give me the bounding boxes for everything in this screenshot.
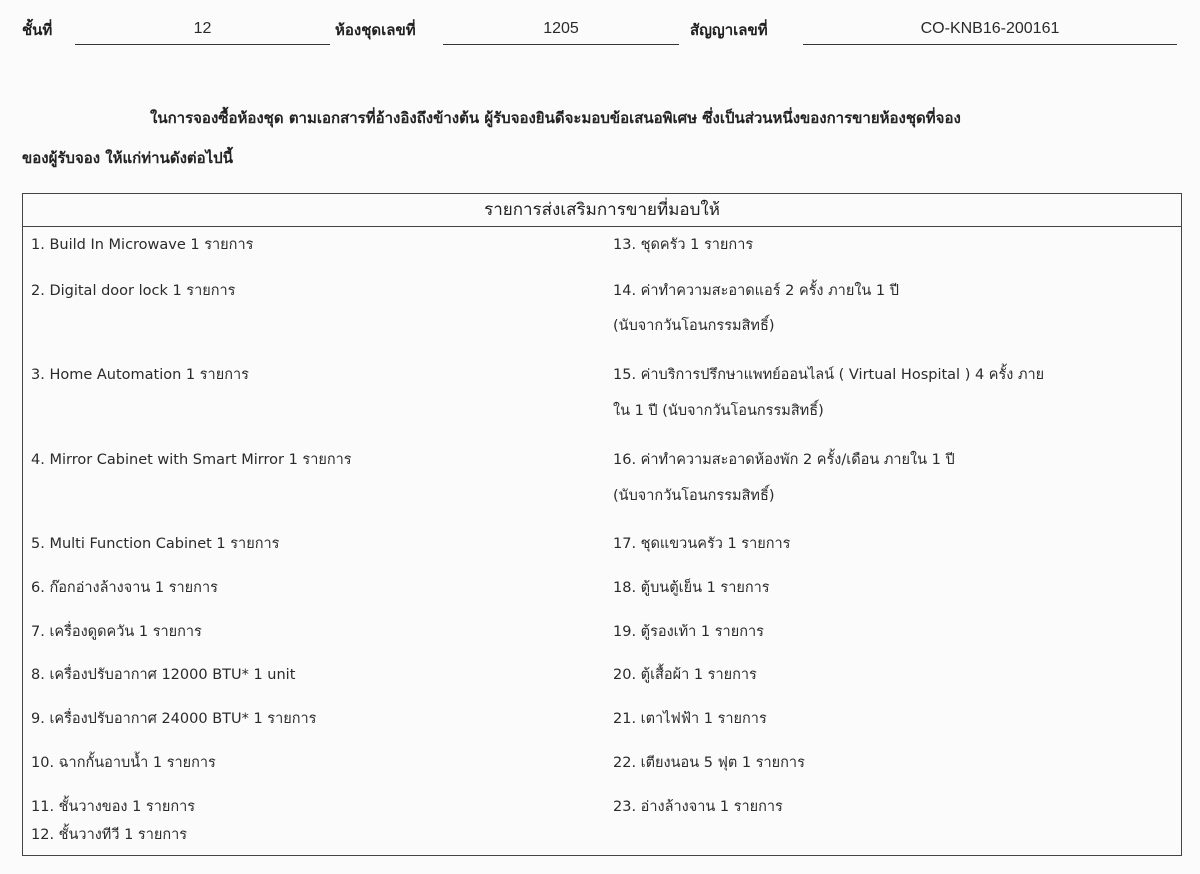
promo-item-22: 22. เตียงนอน 5 ฟุต 1 รายการ (613, 755, 805, 771)
promo-item-15-note: ใน 1 ปี (นับจากวันโอนกรรมสิทธิ์) (613, 403, 824, 419)
intro-line-2: ของผู้รับจอง ให้แก่ท่านดังต่อไปนี้ (22, 149, 233, 167)
unit-value: 1205 (443, 18, 679, 45)
promo-item-15: 15. ค่าบริการปรึกษาแพทย์ออนไลน์ ( Virtual Hospital ) 4 ครั้ง ภาย (613, 367, 1045, 383)
promo-item-14-note: (นับจากวันโอนกรรมสิทธิ์) (613, 318, 775, 334)
promo-item-16-note: (นับจากวันโอนกรรมสิทธิ์) (613, 488, 775, 504)
floor-value: 12 (75, 18, 330, 45)
promo-item-23: 23. อ่างล้างจาน 1 รายการ (613, 799, 783, 815)
promo-item-11: 11. ชั้นวางของ 1 รายการ (31, 799, 196, 815)
promotion-table (22, 193, 1182, 856)
promo-item-17: 17. ชุดแขวนครัว 1 รายการ (613, 536, 791, 552)
promotion-table-title: รายการส่งเสริมการขายที่มอบให้ (23, 194, 1181, 227)
promo-item-19: 19. ตู้รองเท้า 1 รายการ (613, 624, 764, 640)
promo-item-7: 7. เครื่องดูดควัน 1 รายการ (31, 624, 202, 640)
promo-item-18: 18. ตู้บนตู้เย็น 1 รายการ (613, 580, 770, 596)
promo-item-3: 3. Home Automation 1 รายการ (31, 367, 249, 383)
promo-item-6: 6. ก๊อกอ่างล้างจาน 1 รายการ (31, 580, 218, 596)
contract-value: CO-KNB16-200161 (803, 18, 1177, 45)
promo-item-4: 4. Mirror Cabinet with Smart Mirror 1 รายการ (31, 452, 352, 468)
promo-item-2: 2. Digital door lock 1 รายการ (31, 283, 236, 299)
promo-item-12: 12. ชั้นวางทีวี 1 รายการ (31, 827, 188, 843)
unit-label: ห้องชุดเลขที่ (335, 21, 416, 39)
promo-item-20: 20. ตู้เสื้อผ้า 1 รายการ (613, 667, 757, 683)
promo-item-16: 16. ค่าทำความสะอาดห้องพัก 2 ครั้ง/เดือน ภายใน 1 ปี (613, 452, 955, 468)
floor-label: ชั้นที่ (22, 21, 53, 39)
contract-label: สัญญาเลขที่ (690, 21, 768, 39)
intro-line-1: ในการจองซื้อห้องชุด ตามเอกสารที่อ้างอิงถึงข้างต้น ผู้รับจองยินดีจะมอบข้อเสนอพิเศษ ซึ่งเป็นส่วนหนึ่งของการขายห้องชุดที่จอง (150, 109, 961, 127)
promo-item-5: 5. Multi Function Cabinet 1 รายการ (31, 536, 280, 552)
promo-item-1: 1. Build In Microwave 1 รายการ (31, 237, 254, 253)
promo-item-14: 14. ค่าทำความสะอาดแอร์ 2 ครั้ง ภายใน 1 ปี (613, 283, 899, 299)
promo-item-10: 10. ฉากกั้นอาบน้ำ 1 รายการ (31, 755, 216, 771)
promo-item-21: 21. เตาไฟฟ้า 1 รายการ (613, 711, 767, 727)
promo-item-13: 13. ชุดครัว 1 รายการ (613, 237, 754, 253)
promo-item-9: 9. เครื่องปรับอากาศ 24000 BTU* 1 รายการ (31, 711, 317, 727)
promo-item-8: 8. เครื่องปรับอากาศ 12000 BTU* 1 unit (31, 667, 296, 683)
